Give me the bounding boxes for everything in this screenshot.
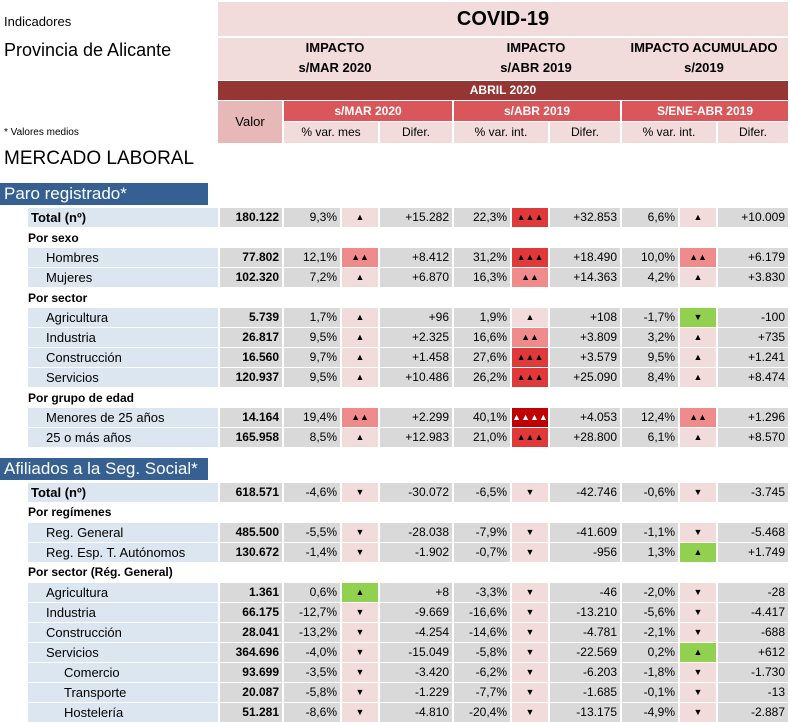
difer-cell: +108 — [550, 308, 620, 327]
trend-indicator-icon: ▲▲▲ — [512, 348, 548, 367]
table-row — [0, 368, 790, 387]
var-int-cell: -7,9% — [454, 523, 510, 542]
difer-cell: -15.049 — [380, 643, 452, 662]
difer-cell: -1.902 — [380, 543, 452, 562]
trend-indicator-icon: ▲ — [680, 428, 716, 447]
row-label: Comercio — [28, 663, 218, 682]
difer-cell: -28.038 — [380, 523, 452, 542]
col-difer-1: Difer. — [380, 122, 452, 143]
var-int-acum-cell: 9,5% — [622, 348, 678, 367]
table-row — [0, 483, 790, 502]
valor-cell: 180.122 — [220, 208, 282, 227]
trend-indicator-icon: ▲▲ — [680, 248, 716, 267]
trend-indicator-icon: ▲ — [342, 583, 378, 602]
var-mes-cell: 1,7% — [284, 308, 340, 327]
row-label: Servicios — [28, 368, 218, 387]
valor-cell: 51.281 — [220, 703, 282, 722]
difer-acum-cell: -2.887 — [718, 703, 788, 722]
var-int-acum-cell: -1,7% — [622, 308, 678, 327]
table-row — [0, 543, 790, 562]
valor-cell: 66.175 — [220, 603, 282, 622]
difer-cell: +3.809 — [550, 328, 620, 347]
impacto-mar-header — [218, 38, 452, 80]
group-por-sexo: Por sexo — [28, 231, 79, 245]
var-int-cell: -16,6% — [454, 603, 510, 622]
trend-indicator-icon: ▼ — [342, 603, 378, 622]
difer-cell: -3.420 — [380, 663, 452, 682]
valor-cell: 130.672 — [220, 543, 282, 562]
trend-indicator-icon: ▼ — [342, 683, 378, 702]
var-mes-cell: -5,8% — [284, 683, 340, 702]
valor-cell: 26.817 — [220, 328, 282, 347]
difer-acum-cell: +8.474 — [718, 368, 788, 387]
row-label: Reg. General — [28, 523, 218, 542]
covid-header: COVID-19 — [218, 2, 788, 36]
var-int-acum-cell: -1,1% — [622, 523, 678, 542]
row-label: Menores de 25 años — [28, 408, 218, 427]
table-row — [0, 248, 790, 267]
var-mes-cell: 7,2% — [284, 268, 340, 287]
difer-acum-cell: +1.296 — [718, 408, 788, 427]
var-int-acum-cell: -0,6% — [622, 483, 678, 502]
table-row — [0, 408, 790, 427]
trend-indicator-icon: ▲ — [680, 268, 716, 287]
valor-cell: 618.571 — [220, 483, 282, 502]
group-por-edad: Por grupo de edad — [28, 391, 135, 405]
difer-cell: +32.853 — [550, 208, 620, 227]
var-mes-cell: 9,5% — [284, 328, 340, 347]
trend-indicator-icon: ▼ — [680, 663, 716, 682]
difer-cell: +12.983 — [380, 428, 452, 447]
var-int-cell: 31,2% — [454, 248, 510, 267]
row-label: Reg. Esp. T. Autónomos — [28, 543, 218, 562]
trend-indicator-icon: ▼ — [680, 308, 716, 327]
var-int-acum-cell: 1,3% — [622, 543, 678, 562]
var-int-acum-cell: -4,9% — [622, 703, 678, 722]
var-int-acum-cell: 6,6% — [622, 208, 678, 227]
trend-indicator-icon: ▲ — [342, 268, 378, 287]
var-int-cell: -5,8% — [454, 643, 510, 662]
difer-cell: +10.486 — [380, 368, 452, 387]
table-row — [0, 428, 790, 447]
table-row — [0, 623, 790, 642]
indicadores-label: Indicadores — [4, 14, 72, 29]
impacto-acum-title: IMPACTO ACUMULADO — [630, 40, 778, 55]
trend-indicator-icon: ▼ — [680, 583, 716, 602]
table-row — [0, 683, 790, 702]
difer-acum-cell: +1.749 — [718, 543, 788, 562]
sub-header-mar: s/MAR 2020 — [284, 101, 452, 121]
var-mes-cell: -1,4% — [284, 543, 340, 562]
impacto-abr-sub: s/ABR 2019 — [500, 60, 572, 75]
valor-header: Valor — [218, 101, 282, 143]
trend-indicator-icon: ▲ — [342, 348, 378, 367]
var-int-acum-cell: 10,0% — [622, 248, 678, 267]
var-int-acum-cell: 6,1% — [622, 428, 678, 447]
difer-cell: +3.579 — [550, 348, 620, 367]
trend-indicator-icon: ▼ — [680, 603, 716, 622]
abril-header: ABRIL 2020 — [218, 81, 788, 100]
trend-indicator-icon: ▲▲▲ — [512, 368, 548, 387]
col-var-mes: % var. mes — [284, 122, 378, 143]
var-int-cell: 22,3% — [454, 208, 510, 227]
valor-cell: 165.958 — [220, 428, 282, 447]
trend-indicator-icon: ▼ — [512, 543, 548, 562]
trend-indicator-icon: ▼ — [342, 543, 378, 562]
table-row — [0, 523, 790, 542]
trend-indicator-icon: ▲▲ — [680, 408, 716, 427]
row-label: Total (nº) — [28, 483, 218, 502]
difer-acum-cell: +10.009 — [718, 208, 788, 227]
var-int-cell: 21,0% — [454, 428, 510, 447]
sub-header-ene-abr: S/ENE-ABR 2019 — [622, 101, 788, 121]
difer-cell: -956 — [550, 543, 620, 562]
col-var-int-1: % var. int. — [454, 122, 548, 143]
valor-cell: 28.041 — [220, 623, 282, 642]
valor-cell: 77.802 — [220, 248, 282, 267]
difer-acum-cell: -5.468 — [718, 523, 788, 542]
var-mes-cell: -3,5% — [284, 663, 340, 682]
difer-acum-cell: -13 — [718, 683, 788, 702]
difer-cell: -1.229 — [380, 683, 452, 702]
difer-cell: +4.053 — [550, 408, 620, 427]
row-label: Servicios — [28, 643, 218, 662]
var-int-cell: -0,7% — [454, 543, 510, 562]
valor-cell: 93.699 — [220, 663, 282, 682]
provincia-title: Provincia de Alicante — [4, 40, 172, 60]
trend-indicator-icon: ▲▲▲ — [512, 248, 548, 267]
difer-acum-cell: +6.179 — [718, 248, 788, 267]
table-row — [0, 603, 790, 622]
row-label: Agricultura — [28, 308, 218, 327]
difer-acum-cell: +612 — [718, 643, 788, 662]
difer-cell: -1.685 — [550, 683, 620, 702]
var-mes-cell: -12,7% — [284, 603, 340, 622]
trend-indicator-icon: ▲ — [680, 543, 716, 562]
var-mes-cell: 9,7% — [284, 348, 340, 367]
var-int-acum-cell: -2,0% — [622, 583, 678, 602]
row-label: Mujeres — [28, 268, 218, 287]
row-label: Total (nº) — [28, 208, 218, 227]
var-int-cell: -3,3% — [454, 583, 510, 602]
difer-cell: -6.203 — [550, 663, 620, 682]
trend-indicator-icon: ▲ — [680, 348, 716, 367]
trend-indicator-icon: ▼ — [512, 703, 548, 722]
difer-cell: -13.210 — [550, 603, 620, 622]
trend-indicator-icon: ▲ — [342, 428, 378, 447]
trend-indicator-icon: ▼ — [512, 523, 548, 542]
difer-cell: -22.569 — [550, 643, 620, 662]
trend-indicator-icon: ▲▲▲ — [512, 428, 548, 447]
var-int-cell: 16,3% — [454, 268, 510, 287]
row-label: Construcción — [28, 348, 218, 367]
difer-cell: +14.363 — [550, 268, 620, 287]
trend-indicator-icon: ▼ — [342, 483, 378, 502]
var-int-cell: 16,6% — [454, 328, 510, 347]
difer-acum-cell: -100 — [718, 308, 788, 327]
valor-cell: 16.560 — [220, 348, 282, 367]
impacto-abr-title: IMPACTO — [506, 40, 566, 55]
section-paro-registrado: Paro registrado* — [0, 183, 208, 205]
col-difer-3: Difer. — [718, 122, 788, 143]
group-por-sector-rg: Por sector (Rég. General) — [28, 565, 173, 579]
difer-cell: -4.254 — [380, 623, 452, 642]
difer-cell: -9.669 — [380, 603, 452, 622]
valor-cell: 1.361 — [220, 583, 282, 602]
difer-acum-cell: +1.241 — [718, 348, 788, 367]
trend-indicator-icon: ▼ — [680, 703, 716, 722]
table-row — [0, 268, 790, 287]
var-int-cell: -6,2% — [454, 663, 510, 682]
difer-cell: -41.609 — [550, 523, 620, 542]
difer-cell: +2.325 — [380, 328, 452, 347]
difer-cell: +18.490 — [550, 248, 620, 267]
trend-indicator-icon: ▲ — [342, 368, 378, 387]
trend-indicator-icon: ▼ — [512, 643, 548, 662]
difer-cell: -13.175 — [550, 703, 620, 722]
difer-cell: +96 — [380, 308, 452, 327]
valor-cell: 485.500 — [220, 523, 282, 542]
trend-indicator-icon: ▲▲ — [342, 248, 378, 267]
trend-indicator-icon: ▲▲▲▲ — [512, 408, 548, 427]
row-label: 25 o más años — [28, 428, 218, 447]
difer-cell: -46 — [550, 583, 620, 602]
difer-acum-cell: -4.417 — [718, 603, 788, 622]
trend-indicator-icon: ▲ — [342, 328, 378, 347]
table-row — [0, 703, 790, 722]
table-row — [0, 583, 790, 602]
difer-cell: +2.299 — [380, 408, 452, 427]
difer-cell: +6.870 — [380, 268, 452, 287]
valor-cell: 364.696 — [220, 643, 282, 662]
var-mes-cell: -5,5% — [284, 523, 340, 542]
trend-indicator-icon: ▼ — [512, 663, 548, 682]
trend-indicator-icon: ▼ — [512, 483, 548, 502]
difer-cell: +8.412 — [380, 248, 452, 267]
difer-cell: -42.746 — [550, 483, 620, 502]
difer-cell: +15.282 — [380, 208, 452, 227]
row-label: Hombres — [28, 248, 218, 267]
valores-medios-note: * Valores medios — [4, 127, 79, 138]
trend-indicator-icon: ▼ — [680, 483, 716, 502]
difer-cell: -4.781 — [550, 623, 620, 642]
difer-cell: +1.458 — [380, 348, 452, 367]
sub-header-abr: s/ABR 2019 — [454, 101, 620, 121]
table-row — [0, 208, 790, 227]
var-mes-cell: -8,6% — [284, 703, 340, 722]
impacto-acum-sub: s/2019 — [684, 60, 724, 75]
trend-indicator-icon: ▼ — [680, 623, 716, 642]
valor-cell: 5.739 — [220, 308, 282, 327]
valor-cell: 102.320 — [220, 268, 282, 287]
difer-acum-cell: +8.570 — [718, 428, 788, 447]
table-row — [0, 328, 790, 347]
valor-cell: 14.164 — [220, 408, 282, 427]
table-row — [0, 663, 790, 682]
mercado-laboral-title: MERCADO LABORAL — [4, 148, 195, 169]
var-int-cell: -20,4% — [454, 703, 510, 722]
trend-indicator-icon: ▲ — [680, 643, 716, 662]
trend-indicator-icon: ▲ — [680, 208, 716, 227]
var-int-cell: -14,6% — [454, 623, 510, 642]
trend-indicator-icon: ▲▲ — [512, 268, 548, 287]
trend-indicator-icon: ▲ — [342, 208, 378, 227]
difer-cell: -4.810 — [380, 703, 452, 722]
var-mes-cell: -13,2% — [284, 623, 340, 642]
impacto-mar-title: IMPACTO — [305, 40, 365, 55]
var-mes-cell: 8,5% — [284, 428, 340, 447]
trend-indicator-icon: ▼ — [680, 523, 716, 542]
var-mes-cell: 9,3% — [284, 208, 340, 227]
var-int-cell: 1,9% — [454, 308, 510, 327]
table-row — [0, 643, 790, 662]
difer-acum-cell: -28 — [718, 583, 788, 602]
row-label: Construcción — [28, 623, 218, 642]
var-int-acum-cell: -5,6% — [622, 603, 678, 622]
col-difer-2: Difer. — [550, 122, 620, 143]
table-row — [0, 308, 790, 327]
impacto-abr-header — [452, 38, 620, 80]
var-int-acum-cell: -2,1% — [622, 623, 678, 642]
trend-indicator-icon: ▲ — [342, 308, 378, 327]
var-int-acum-cell: 4,2% — [622, 268, 678, 287]
difer-acum-cell: +3.830 — [718, 268, 788, 287]
trend-indicator-icon: ▼ — [342, 623, 378, 642]
row-label: Hostelería — [28, 703, 218, 722]
row-label: Agricultura — [28, 583, 218, 602]
var-mes-cell: 0,6% — [284, 583, 340, 602]
trend-indicator-icon: ▼ — [512, 603, 548, 622]
valor-cell: 20.087 — [220, 683, 282, 702]
difer-acum-cell: -1.730 — [718, 663, 788, 682]
difer-cell: -30.072 — [380, 483, 452, 502]
impacto-acum-header — [620, 38, 788, 80]
var-int-cell: -6,5% — [454, 483, 510, 502]
var-int-cell: -7,7% — [454, 683, 510, 702]
group-por-sector: Por sector — [28, 291, 88, 305]
group-por-regimenes: Por regímenes — [28, 505, 112, 519]
var-mes-cell: -4,6% — [284, 483, 340, 502]
row-label: Industria — [28, 328, 218, 347]
var-mes-cell: 12,1% — [284, 248, 340, 267]
var-int-acum-cell: 3,2% — [622, 328, 678, 347]
table-row — [0, 348, 790, 367]
var-int-acum-cell: 0,2% — [622, 643, 678, 662]
impacto-mar-sub: s/MAR 2020 — [298, 60, 372, 75]
trend-indicator-icon: ▼ — [512, 683, 548, 702]
trend-indicator-icon: ▼ — [680, 683, 716, 702]
trend-indicator-icon: ▼ — [512, 623, 548, 642]
trend-indicator-icon: ▲ — [512, 308, 548, 327]
difer-acum-cell: -688 — [718, 623, 788, 642]
difer-cell: +28.800 — [550, 428, 620, 447]
trend-indicator-icon: ▼ — [342, 703, 378, 722]
trend-indicator-icon: ▼ — [342, 523, 378, 542]
valor-cell: 120.937 — [220, 368, 282, 387]
var-int-acum-cell: 12,4% — [622, 408, 678, 427]
trend-indicator-icon: ▲▲ — [342, 408, 378, 427]
trend-indicator-icon: ▲ — [680, 368, 716, 387]
var-int-acum-cell: -0,1% — [622, 683, 678, 702]
difer-acum-cell: -3.745 — [718, 483, 788, 502]
var-int-cell: 40,1% — [454, 408, 510, 427]
col-var-int-2: % var. int. — [622, 122, 716, 143]
row-label: Transporte — [28, 683, 218, 702]
var-mes-cell: 9,5% — [284, 368, 340, 387]
difer-cell: +8 — [380, 583, 452, 602]
var-int-acum-cell: -1,8% — [622, 663, 678, 682]
difer-acum-cell: +735 — [718, 328, 788, 347]
var-int-acum-cell: 8,4% — [622, 368, 678, 387]
section-afiliados: Afiliados a la Seg. Social* — [0, 458, 208, 480]
trend-indicator-icon: ▲ — [680, 328, 716, 347]
var-mes-cell: -4,0% — [284, 643, 340, 662]
trend-indicator-icon: ▲▲ — [512, 328, 548, 347]
trend-indicator-icon: ▼ — [342, 643, 378, 662]
var-mes-cell: 19,4% — [284, 408, 340, 427]
row-label: Industria — [28, 603, 218, 622]
trend-indicator-icon: ▼ — [342, 663, 378, 682]
trend-indicator-icon: ▲▲▲ — [512, 208, 548, 227]
difer-cell: +25.090 — [550, 368, 620, 387]
trend-indicator-icon: ▼ — [512, 583, 548, 602]
var-int-cell: 27,6% — [454, 348, 510, 367]
var-int-cell: 26,2% — [454, 368, 510, 387]
